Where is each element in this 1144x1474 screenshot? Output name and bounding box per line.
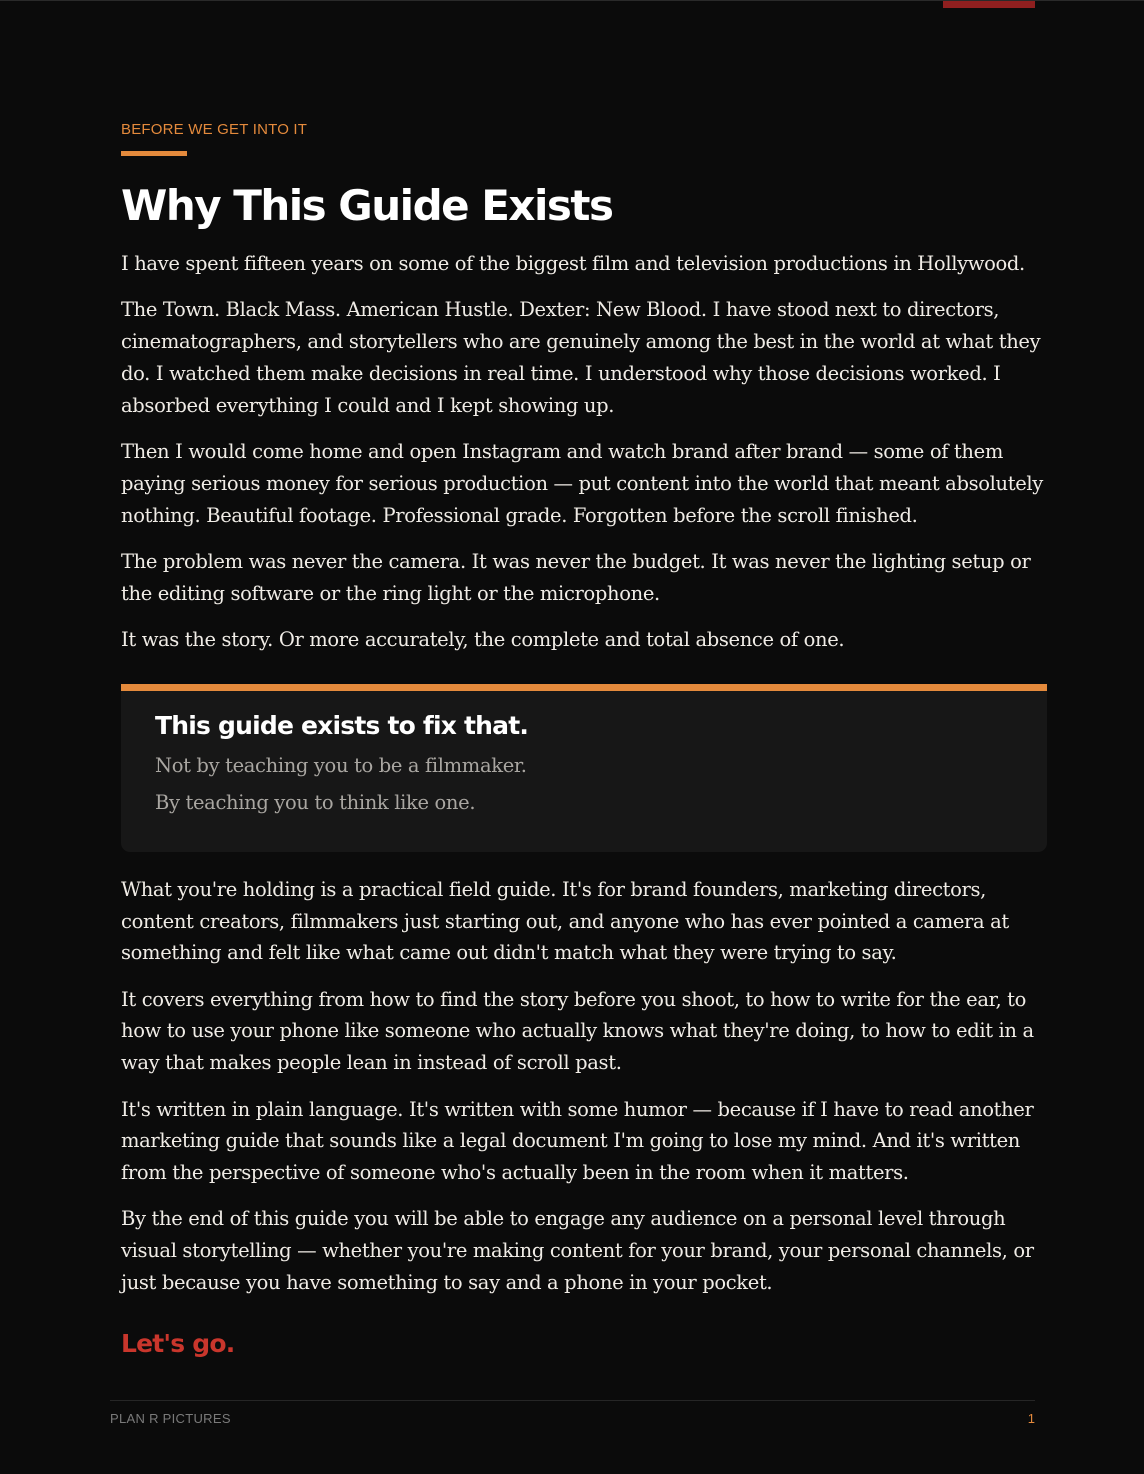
top-accent-bar [943, 1, 1035, 8]
intro-paragraph: The problem was never the camera. It was never the budget. It was never the lighting setup or the editing software or the ring light or the microphone. [121, 549, 1031, 605]
intro-section [121, 248, 1047, 656]
intro-paragraph: Then I would come home and open Instagram and watch brand after brand — some of them paying serious money for serious production — put content into the world that meant absolutely nothing. Beautiful footage. Professional grade. Forgotten before the scroll finished. [121, 439, 1043, 527]
footer-brand: PLAN R PICTURES [110, 1411, 231, 1426]
intro-paragraph: It was the story. Or more accurately, the complete and total absence of one. [121, 627, 845, 651]
callout-line: By teaching you to think like one. [155, 790, 476, 814]
main-section [121, 874, 1047, 1299]
intro-paragraph: The Town. Black Mass. American Hustle. Dexter: New Blood. I have stood next to directors, cinematographers, and storytellers who are genuinely among the best in the world at what they do. I watched them make decisions in real time. I understood why those decisions worked. I absorbed everything I could and I kept showing up. [121, 298, 1041, 417]
eyebrow-underline [121, 151, 187, 156]
page-footer [110, 1400, 1035, 1426]
page-content [121, 121, 1047, 1361]
body-paragraph: It's written in plain language. It's written with some humor — because if I have to read another marketing guide that sounds like a legal document I'm going to lose my mind. And it's written from the perspective of someone who's actually been in the room when it matters. [121, 1097, 1034, 1185]
closing-line: Let's go. [121, 1328, 235, 1358]
callout-title: This guide exists to fix that. [155, 710, 529, 740]
section-eyebrow: BEFORE WE GET INTO IT [121, 121, 308, 138]
callout-line: Not by teaching you to be a filmmaker. [155, 753, 527, 777]
page-title: Why This Guide Exists [121, 181, 613, 230]
body-paragraph: What you're holding is a practical field guide. It's for brand founders, marketing directors, content creators, filmmakers just starting out, and anyone who has ever pointed a camera at something and felt like what came out didn't match what they were trying to say. [121, 877, 1009, 965]
body-paragraph: By the end of this guide you will be able to engage any audience on a personal level through visual storytelling — whether you're making content for your brand, your personal channels, or just because you have something to say and a phone in your pocket. [121, 1207, 1034, 1295]
body-paragraph: It covers everything from how to find the story before you shoot, to how to write for the ear, to how to use your phone like someone who actually knows what they're doing, to how to edit in a way that makes people lean in instead of scroll past. [121, 987, 1034, 1075]
page-number: 1 [1027, 1411, 1035, 1426]
callout-box [121, 684, 1047, 852]
intro-paragraph: I have spent fifteen years on some of the biggest film and television productions in Hollywood. [121, 252, 1025, 275]
